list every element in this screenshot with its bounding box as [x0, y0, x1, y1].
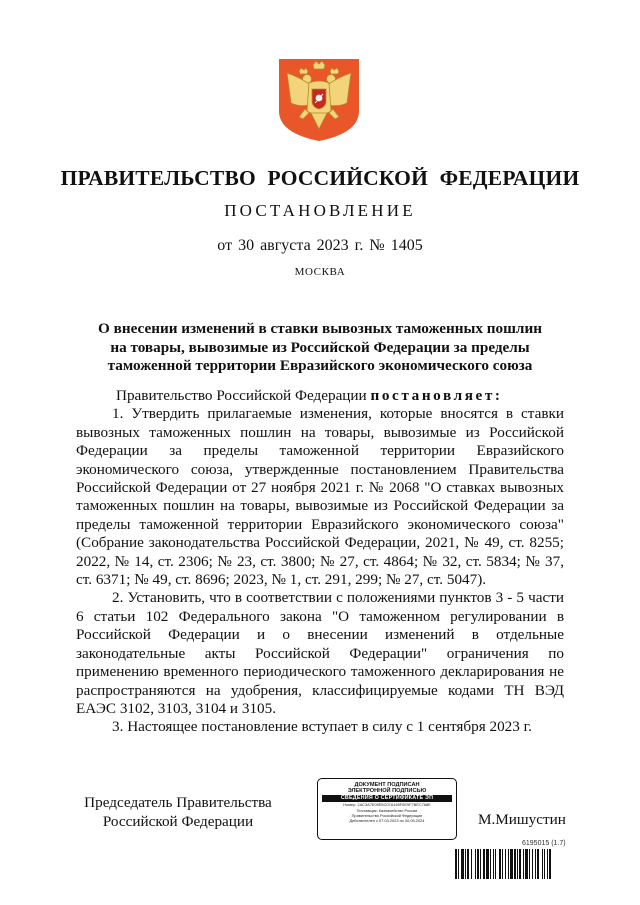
barcode-bar — [517, 849, 518, 879]
barcode-bar — [461, 849, 464, 879]
subject-line: О внесении изменений в ставки вывозных таможенных пошлин — [98, 320, 542, 337]
organization-title: ПРАВИТЕЛЬСТВО РОССИЙСКОЙ ФЕДЕРАЦИИ — [60, 166, 580, 190]
paragraph-item-1: 1. Утвердить прилагаемые изменения, которые вносятся в ставки вывозных таможенных пошлин на товары, вывозимые из Российской Федерации за пределы таможенной территории Евразийского экономического союза, утвержденные постановлением Правительства Российской Федерации от 27 ноября 2021 г. № 2068 "О ставках вывозных таможенных пошлин на товары, вывозимые из Российской Федерации за пределы таможенной территории Евразийского экономического союза" (Собрание законодательства Российской Федерации, 2021, № 49, ст. 8255; 2022, № 14, ст. 2306; № 23, ст. 3800; № 27, ст. 4864; № 32, ст. 5834; № 37, ст. 6371; № 49, ст. 8696; 2023, № 1, ст. 291, 299; № 27, ст. 5047). — [76, 405, 564, 589]
barcode-bar — [483, 849, 485, 879]
document-body — [76, 387, 564, 737]
subject-line: на товары, вывозимые из Российской Федерации за пределы — [110, 338, 530, 356]
stamp-line: ЭЛЕКТРОННОЙ ПОДПИСЬЮ — [347, 788, 427, 795]
signer-position-line: Российской Федерации — [102, 812, 254, 830]
barcode-bar — [508, 849, 509, 879]
stamp-validity: Действителен с 07.03.2023 по 30.05.2024 — [349, 818, 425, 824]
barcode-bar — [465, 849, 466, 879]
barcode-bar — [549, 849, 551, 879]
barcode-bar — [532, 849, 533, 879]
e-signature-stamp — [317, 778, 457, 840]
stamp-line: ДОКУМЕНТ ПОДПИСАН — [354, 782, 420, 788]
signer-position-line: Председатель Правительства — [84, 794, 272, 811]
barcode-bar — [458, 849, 459, 879]
barcode-bar — [486, 849, 489, 879]
paragraph-item-3: 3. Настоящее постановление вступает в силу с 1 сентября 2023 г. — [112, 718, 532, 736]
barcode-bar — [519, 849, 521, 879]
barcode-bar — [490, 849, 491, 879]
barcode-bar — [537, 849, 539, 879]
intro-verb: постановляет: — [370, 387, 503, 404]
barcode-bar — [544, 849, 545, 879]
barcode-bar — [455, 849, 457, 879]
barcode-bar — [535, 849, 536, 879]
barcode-bar — [467, 849, 469, 879]
intro-paragraph — [76, 387, 564, 405]
barcode-bar — [514, 849, 516, 879]
document-date-number: от 30 августа 2023 г. № 1405 — [217, 237, 423, 254]
signer-name: М.Мишустин — [478, 811, 566, 828]
document-place: МОСКВА — [294, 266, 346, 278]
intro-subject: Правительство Российской Федерации — [116, 387, 367, 404]
document-type: ПОСТАНОВЛЕНИЕ — [224, 201, 416, 220]
barcode-bar — [502, 849, 503, 879]
coat-of-arms-icon — [277, 57, 361, 143]
barcode-bar — [510, 849, 513, 879]
stamp-cert-number: Номер: 2AC3A7E09E5C07A169F0E9F7BEC768E — [343, 802, 431, 808]
stamp-issuer: Поставщик: Казначейство России — [356, 807, 418, 813]
document-subject — [70, 320, 570, 376]
barcode-bar — [542, 849, 543, 879]
barcode-bar — [493, 849, 494, 879]
stamp-certificate-band: СВЕДЕНИЯ О СЕРТИФИКАТЕ ЭП — [322, 795, 452, 802]
stamp-owner: Правительство Российской Федерации — [351, 812, 423, 818]
barcode-icon — [455, 849, 595, 879]
subject-line: таможенной территории Евразийского экономического союза — [107, 357, 533, 374]
barcode-bar — [475, 849, 476, 879]
barcode-bar — [477, 849, 479, 879]
barcode-bar — [547, 849, 548, 879]
barcode-bar — [523, 849, 524, 879]
barcode-bar — [480, 849, 481, 879]
document-code: 6195015 (1.7) — [522, 840, 566, 847]
barcode-bar — [471, 849, 472, 879]
barcode-bar — [505, 849, 506, 879]
barcode-bar — [495, 849, 496, 879]
signer-position — [78, 794, 278, 831]
paragraph-item-2: 2. Установить, что в соответствии с положениями пунктов 3 - 5 части 6 статьи 102 Федерального закона "О таможенном регулировании в Российской Федерации и о внесении изменений в отдельные законодательные акты Российской Федерации" ограничения по применению временного периодического таможенного декларирования не распространяются на удобрения, классифицируемые кодами ТН ВЭД ЕАЭС 3102, 3103, 3104 и 3105. — [76, 589, 564, 717]
barcode-bar — [529, 849, 530, 879]
barcode-bar — [499, 849, 501, 879]
barcode-bar — [525, 849, 528, 879]
